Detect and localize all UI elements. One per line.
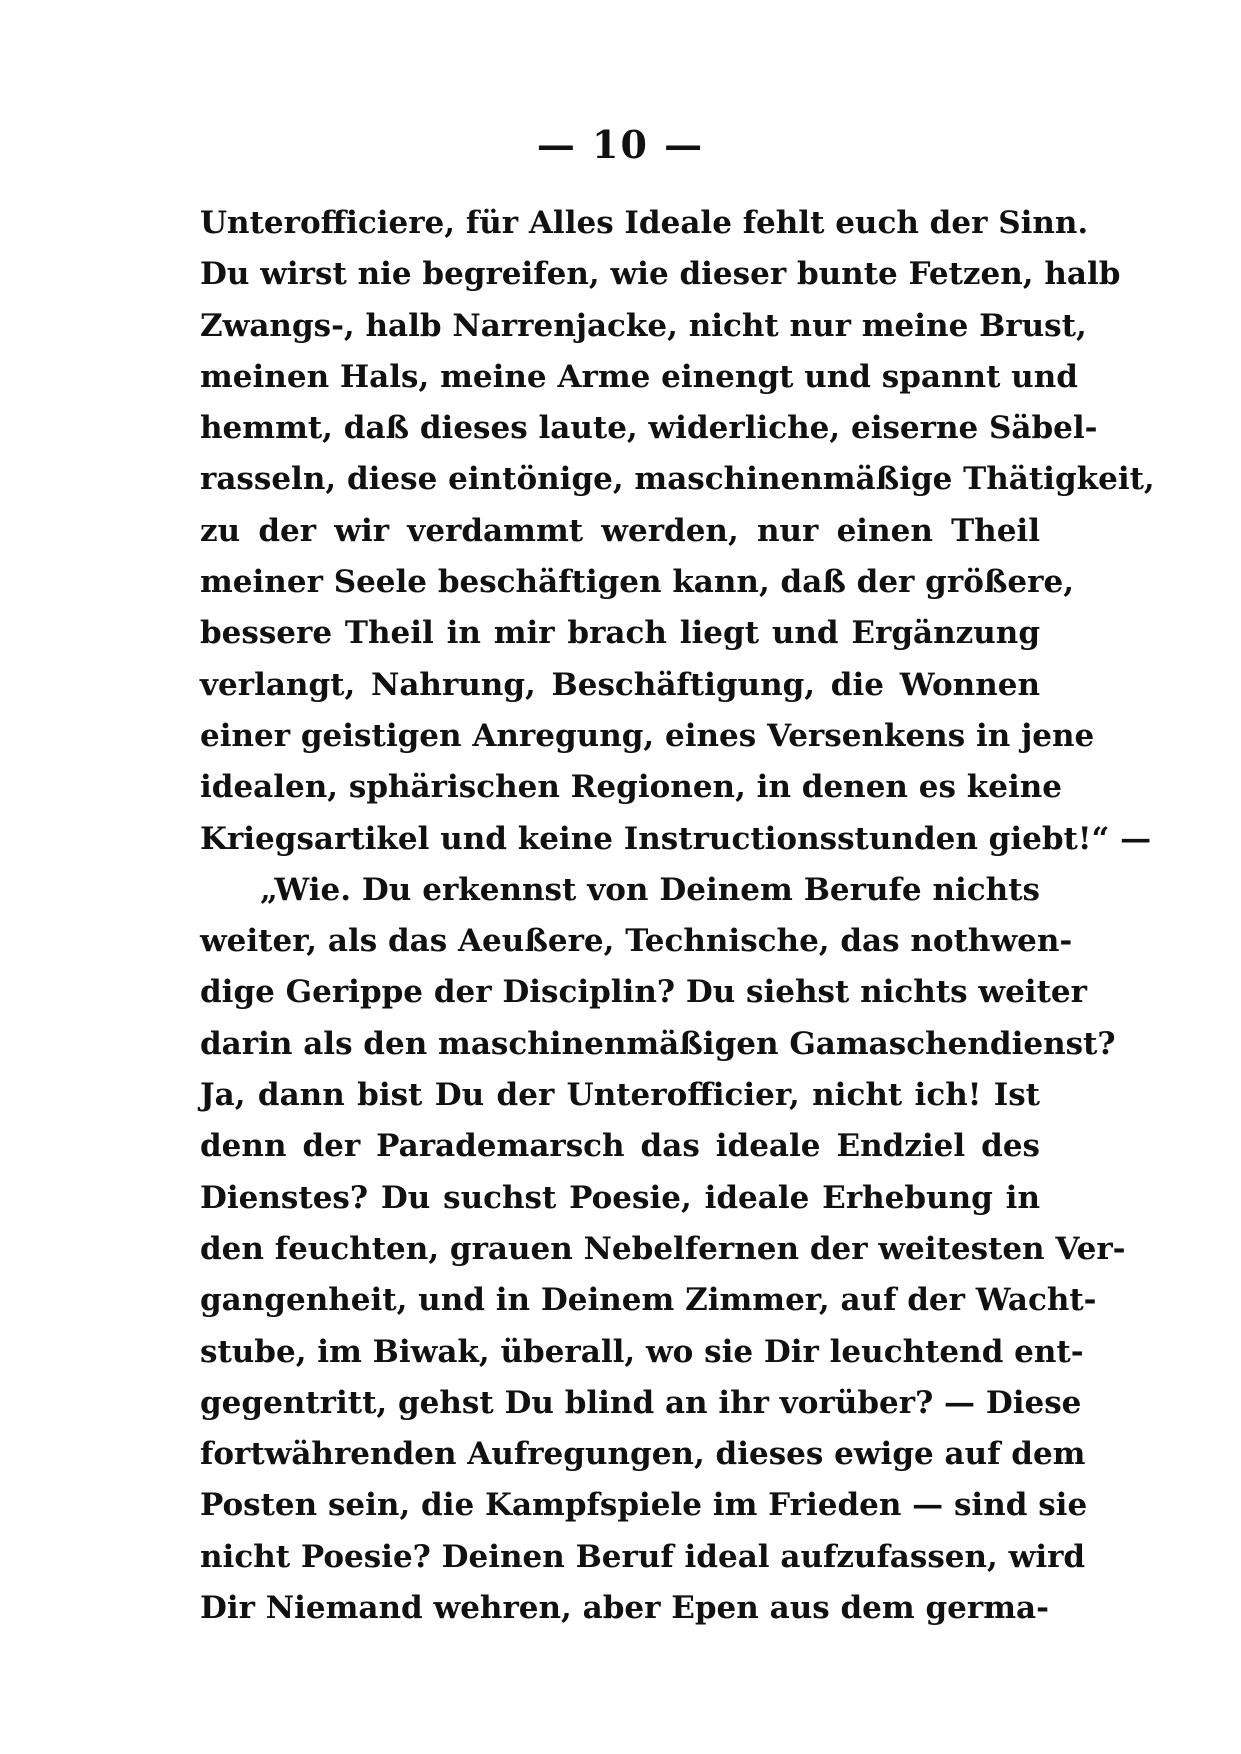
text-line: nicht Poesie? Deinen Beruf ideal aufzufassen, wird xyxy=(200,1538,1086,1575)
text-line: rasseln, diese eintönige, maschinenmäßige Thätigkeit, xyxy=(200,461,1155,498)
text-line: hemmt, daß dieses laute, widerliche, eiserne Säbel- xyxy=(200,410,1098,447)
text-line: denn der Parademarsch das ideale Endziel des xyxy=(200,1128,1040,1165)
text-line: dige Gerippe der Disciplin? Du siehst nichts weiter xyxy=(200,974,1087,1011)
text-line: verlangt, Nahrung, Beschäftigung, die Wonnen xyxy=(200,666,1040,703)
text-line: gangenheit, und in Deinem Zimmer, auf der Wacht- xyxy=(200,1282,1097,1319)
text-line: stube, im Biwak, überall, wo sie Dir leuchtend ent- xyxy=(200,1333,1084,1370)
text-line: darin als den maschinenmäßigen Gamaschendienst? xyxy=(200,1025,1116,1062)
text-line: Posten sein, die Kampfspiele im Frieden — sind sie xyxy=(200,1487,1088,1524)
page-number: — 10 — xyxy=(536,122,705,167)
text-line: gegentritt, gehst Du blind an ihr vorüber? — Diese xyxy=(200,1384,1082,1421)
body-text xyxy=(200,198,1155,1634)
text-line: Zwangs-, halb Narrenjacke, nicht nur meine Brust, xyxy=(200,307,1087,344)
text-line: meiner Seele beschäftigen kann, daß der größere, xyxy=(200,564,1074,601)
text-line: Ja, dann bist Du der Unterofficier, nicht ich! Ist xyxy=(200,1077,1040,1114)
text-line: Unterofficiere, für Alles Ideale fehlt euch der Sinn. xyxy=(200,205,1089,241)
text-line: zu der wir verdammt werden, nur einen Theil xyxy=(200,512,1040,549)
paragraph-end-line: Kriegsartikel und keine Instructionsstunden giebt!“ — xyxy=(200,820,1152,857)
text-line: meinen Hals, meine Arme einengt und spannt und xyxy=(200,358,1078,395)
text-line: idealen, sphärischen Regionen, in denen es keine xyxy=(200,769,1062,806)
text-line: weiter, als das Aeußere, Technische, das nothwen- xyxy=(200,923,1073,960)
text-line: bessere Theil in mir brach liegt und Ergänzung xyxy=(200,615,1040,652)
text-line: einer geistigen Anregung, eines Versenkens in jene xyxy=(200,717,1095,754)
paragraph-start-line: „Wie. Du erkennst von Deinem Berufe nichts xyxy=(260,871,1040,908)
text-line: Du wirst nie begreifen, wie dieser bunte Fetzen, halb xyxy=(200,256,1121,293)
text-line: fortwährenden Aufregungen, dieses ewige auf dem xyxy=(200,1436,1086,1473)
text-line: Dienstes? Du suchst Poesie, ideale Erhebung in xyxy=(200,1179,1040,1216)
text-line: den feuchten, grauen Nebelfernen der weitesten Ver- xyxy=(200,1230,1126,1267)
text-line: Dir Niemand wehren, aber Epen aus dem germa- xyxy=(200,1590,1049,1627)
